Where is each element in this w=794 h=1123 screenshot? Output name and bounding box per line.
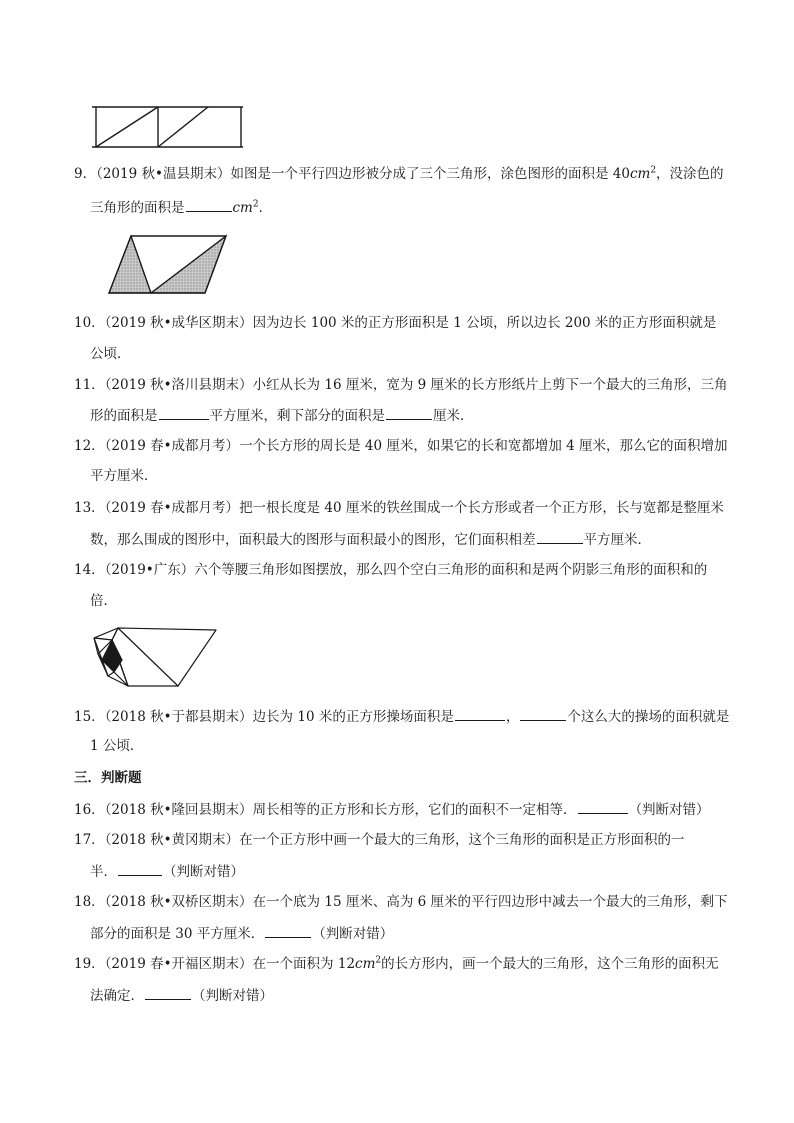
q9-text-b: ，没涂色的 (656, 166, 724, 182)
six-triangles-figure (88, 624, 220, 690)
q9-line2-text: 三角形的面积是 (90, 200, 185, 216)
q11-line1 (74, 376, 728, 394)
q16-line1 (74, 800, 710, 819)
q9-line2 (90, 198, 272, 217)
q10-line2-text: 公顷． (90, 346, 131, 362)
q15-source: （2018 秋•于都县期末） (104, 709, 253, 725)
q18-answer-blank[interactable] (265, 924, 311, 938)
q15-text-a: 边长为 10 米的正方形操场面积是 (252, 709, 454, 725)
q15-text-c: 个这么大的操场的面积就是 (567, 709, 730, 725)
q18-tail: （判断对错） (312, 926, 394, 942)
q18-source: （2018 秋•双桥区期末） (104, 894, 253, 910)
rectangle-diagonals-figure (90, 103, 246, 149)
q16-text: 周长相等的正方形和长方形，它们的面积不一定相等． (252, 802, 577, 818)
q14-text: 六个等腰三角形如图摆放，那么四个空白三角形的面积和是两个阴影三角形的面积和的 (194, 562, 708, 578)
q12-line2-text: 平方厘米． (90, 468, 158, 484)
q12-source: （2019 春•成都月考） (104, 438, 240, 454)
q19-unit: cm (355, 956, 376, 972)
q17-tail: （判断对错） (163, 864, 244, 880)
q14-number: 14． (74, 562, 105, 578)
q12-text: 一个长方形的周长是 40 厘米，如果它的长和宽都增加 4 厘米，那么它的面积增加 (239, 438, 728, 454)
q19-text-a: 在一个面积为 12 (252, 956, 356, 972)
q19-line1 (74, 955, 719, 973)
q13-line1 (74, 499, 724, 517)
q16-tail: （判断对错） (628, 802, 710, 818)
q9-unit: cm (629, 166, 651, 182)
q19-answer-blank[interactable] (145, 986, 191, 1000)
q13-line2-b: 平方厘米． (583, 532, 651, 548)
q18-line2 (90, 924, 393, 943)
q9-text-a: 如图是一个平行四边形被分成了三个三角形，涂色图形的面积是 40 (230, 166, 630, 182)
q15-line1 (74, 707, 729, 726)
q17-answer-blank[interactable] (118, 862, 162, 876)
q13-source: （2019 春•成都月考） (104, 500, 240, 516)
q15-text-b: ， (505, 709, 520, 725)
q19-text-b: 的长方形内，画一个最大的三角形，这个三角形的面积无 (381, 956, 719, 972)
q17-line2 (90, 862, 244, 881)
q10-text: 因为边长 100 米的正方形面积是 1 公顷，所以边长 200 米的正方形面积就是 (252, 315, 717, 331)
q11-line2-b: 平方厘米，剩下部分的面积是 (209, 408, 385, 424)
q18-text: 在一个底为 15 厘米、高为 6 厘米的平行四边形中减去一个最大的三角形，剩下 (252, 894, 728, 910)
q19-number: 19． (74, 956, 105, 972)
q19-unit-sup: 2 (375, 955, 382, 966)
q17-line2-text: 半． (90, 864, 117, 880)
q10-number: 10． (74, 315, 105, 331)
q11-line2 (90, 406, 474, 425)
q13-line2-a: 数，那么围成的图形中，面积最大的图形与面积最小的图形，它们面积相差 (90, 532, 536, 548)
q15-line2 (90, 737, 143, 755)
q11-answer-blank-1[interactable] (159, 406, 209, 420)
q15-line2-text: 1 公顷． (90, 738, 144, 754)
q9-source: （2019 秋•温县期末） (96, 166, 231, 182)
q11-number: 11． (74, 377, 105, 393)
q9-line1 (74, 165, 724, 183)
q9-line2-unit: cm (232, 200, 253, 216)
q16-answer-blank[interactable] (578, 800, 628, 814)
q19-source: （2019 春•开福区期末） (104, 956, 253, 972)
q17-line1 (74, 831, 685, 849)
q15-answer-blank-2[interactable] (520, 707, 566, 721)
q15-number: 15． (74, 709, 105, 725)
q11-text: 小红从长为 16 厘米，宽为 9 厘米的长方形纸片上剪下一个最大的三角形，三角 (252, 377, 728, 393)
q11-line2-a: 形的面积是 (90, 408, 158, 424)
q16-number: 16． (74, 802, 105, 818)
q9-number: 9． (74, 166, 97, 182)
q19-tail: （判断对错） (192, 988, 273, 1004)
q12-number: 12． (74, 438, 105, 454)
section-title-judgement: 三．判断题 (74, 770, 142, 786)
q9-line2-end: ． (258, 200, 273, 216)
q17-text: 在一个正方形中画一个最大的三角形，这个三角形的面积是正方形面积的一 (239, 832, 685, 848)
q10-source: （2019 秋•成华区期末） (104, 315, 253, 331)
q19-line2 (90, 986, 273, 1005)
q14-line2-text: 倍． (90, 593, 117, 609)
q9-line2-sup: 2 (252, 199, 259, 210)
q12-line1 (74, 437, 728, 455)
q9-unit-sup: 2 (650, 165, 657, 176)
q16-source: （2018 秋•隆回县期末） (104, 802, 253, 818)
q11-source: （2019 秋•洛川县期末） (104, 377, 253, 393)
q14-source: （2019•广东） (104, 562, 195, 578)
q17-number: 17． (74, 832, 105, 848)
q18-line2-text: 部分的面积是 30 平方厘米． (90, 926, 265, 942)
q13-line2 (90, 530, 651, 549)
q13-text: 把一根长度是 40 厘米的铁丝围成一个长方形或者一个正方形，长与宽都是整厘米 (239, 500, 724, 516)
q10-line1 (74, 314, 716, 332)
q10-line2 (90, 345, 131, 363)
q9-answer-blank[interactable] (186, 198, 232, 212)
q11-line2-c: 厘米． (433, 408, 474, 424)
parallelogram-shaded-figure (106, 234, 232, 296)
q13-number: 13． (74, 500, 105, 516)
q18-line1 (74, 893, 728, 911)
q17-source: （2018 秋•黄冈期末） (104, 832, 240, 848)
q11-answer-blank-2[interactable] (386, 406, 432, 420)
q12-line2 (90, 467, 158, 485)
q13-answer-blank[interactable] (537, 530, 583, 544)
q14-line1 (74, 561, 707, 579)
q14-line2 (90, 592, 117, 610)
q19-line2-text: 法确定． (90, 988, 144, 1004)
q15-answer-blank-1[interactable] (455, 707, 505, 721)
q18-number: 18． (74, 894, 105, 910)
